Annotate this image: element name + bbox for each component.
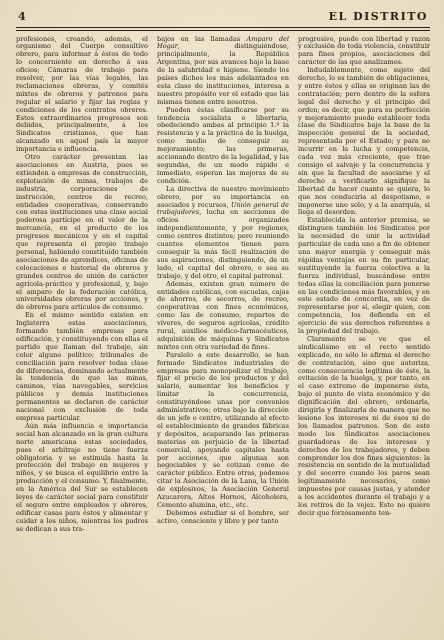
paragraph: Establecida la anterior premisa, se distinguen también los Sindicatos por la necesidad de unir la actividad particular de cada uno a fin de obtener una mayor energía y conseguir más rápidas ventajas en su fin particular, sustituyendo la fuerza colectiva a la fuerza individual, buscándose entre todas ellas la conciliación para ponerse en las condiciones más favorables, y en este estado de concordia, en vez de representarse por sí, elegir quien, con competencia, los defienda en el ejercicio de sus derechos referentes a la propiedad del trabajo. bbox=[298, 216, 430, 336]
text-run: , lucha en secciones de oficios organizados independientemente, y por regiones, como centros distintos; pero reuniendo cuantos elementos tienen para conseguir la más fácil realización de sus aspiraciones, distinguiendo, de un lado, el capital del obrero, o sea su trabajo, y del otro, el capital patronal. bbox=[157, 208, 289, 280]
paragraph: Claramente se ve que el sindicalismo en el recto sentido explicado, no sólo lo afirma el derecho de contratación, sino que autoriza, como consecuencia legítima de éste, la evitación de la huelga, y, por tanto, en el caso extremo de imponerse ésta, bajo el punto de vista económico y de dignificación del obrero, ordenarla, dirigirla y finalizarla de manera que no lesione los intereses ni de ésos ni de los llamados patronos. Son de este modo los Sindicatos asociaciones guardadoras de los intereses y derechos de los trabajadores, y deben comprender los dos fines siguientes: la resistencia en sentido de la mutualidad y del socorro cuando los paros sean legítimamente necesarios, como impuestos por causas justas, y atender a los accidentes durante el trabajo y a los retiros de la vejez. Esto no quiere decir que forzosamente ten- bbox=[298, 334, 430, 517]
text-run: bajos en las llamadas bbox=[157, 35, 241, 43]
italic-term: Unión general de trabajadores bbox=[157, 200, 289, 217]
paragraph: progresivo, puede con libertad y razón y exclusión de toda violencia, constituir para fines propios, asociaciones del carácter de las que analizamos. bbox=[298, 35, 430, 67]
column-left bbox=[16, 36, 148, 640]
paragraph: Pueden éstas clasificarse por su tendencia socialista o libertaria, obedeciendo ambas al principio 1.º la resistencia y a la práctica de la huelga, como medio de conseguir su mejoramiento; las primeras, accionando dentro de la legalidad, y las segundas, de un modo rápido e inmediato, esperan las mejoras de su condición. bbox=[157, 105, 289, 185]
text-run: La directiva de nuestro movimiento obrero, por su importancia en asociados y recursos, bbox=[157, 184, 289, 209]
paragraph: Otro carácter presentan las asociaciones en Austria, pues se extienden a empresas de construcción, explotación de minas, trabajos de industria, corporaciones de instrucción, centros de recreo, entidades cooperativas, conservando con estas instituciones una clase social poderosa partícipe en el valor de la mercancía, en el producto de los progresos mecánicos y en el capital que representa el propio trabajo personal, habiendo constituído también asociaciones de aprendices, oficinas de colocaciones e historial de obreros y grandes centros de unión de carácter agrícola-práctico y profesional, y, bajo el amparo de la federación católica, universidades obreras por acciones, y de obreros para artículos de consumo. bbox=[16, 153, 148, 312]
paragraph: Paralelo a este desarrollo, se han formado Sindicatos industriales de empresas para monopolizar el trabajo, fijar el precio de los productos y del salario, aumentar los beneficios y limitar la concurrencia, constituyéndose unas por convenios administrativos; otras bajo la dirección de un jefe o centro, utilizando al efecto el establecimiento de grandes fábricas y depósitos, acaparando las primeras materias en perjuicio de la libertad comercial, apoyando capitales hasta por acciones, que algunas son negociables y se cotizan como de carácter público. Entre otras, podemos citar la Asociación de la Lana, la Unión de explosivos, la Asociación General Azucarera, Altos Hornos, Alcoholera, Cemento alumina, etc., etc. bbox=[157, 350, 289, 509]
paragraph: profesiones, creando, además, el organismo del Cuerpo consultivo obrero, para informar á éstos de todo lo concerniente en derecho á sus oficios; Cámaras de trabajo para resolver, por las vías legales, las reclamaciones obreras, y comités mixtos de obreros y patronos para regular el salario y fijar las reglas y condiciones de los contratos obreros. Estos extraordinarios progresos son debidos, principalmente, á los Sindicatos cristianos, que han alcanzado en aquel país la mayor importancia e influencia. bbox=[16, 35, 148, 154]
page-header bbox=[16, 10, 430, 26]
paragraph: Aún más influencia e importancia social han alcanzado en la gran cultura norte americana estas sociedades, pues el arbitraje no tiene fuerza obligatoria y se estimula hasta la protección del trabajo en mujeres y niños, y se busca el equilibrio entre la producción y el consumo. Y, finalmente, en la América del Sur se establecen leyes de carácter social para constituir el seguro entre empleados y obreros, edificar casas para éstos y alimentar y cuidar a los niños, mientras los padres se dedican a sus tra- bbox=[16, 421, 148, 533]
text-run: , distinguiéndose, principalmente, la República Argentina, por sus avances bajo la base de la salubridad e higiene. Siendo los países dichos los más adelantados en esta clase de instituciones, interesa a nuestro propósito ver el estado que las mismas tienen entre nosotros. bbox=[157, 42, 289, 106]
header-rule-thin bbox=[16, 30, 430, 31]
paragraph bbox=[157, 186, 289, 281]
column-right bbox=[298, 36, 430, 640]
paragraph: Además, existen gran número de entidades católicas, con escuelas, cajas de ahorros, de socorros, de recreo, cooperativas con fines económicos, como las de consumo, repartos de víveres, de seguros agrícolas, crédito rural, auxilios médico-farmacéuticos, adquisición de máquinas y Sindicatos mixtos con otra variedad de fines. bbox=[157, 279, 289, 351]
paragraph bbox=[157, 36, 289, 107]
journal-title: EL DISTRITO bbox=[328, 10, 428, 23]
text-columns bbox=[16, 36, 430, 640]
italic-term: Amparo del Hogar bbox=[157, 35, 289, 51]
page-number: 4 bbox=[18, 10, 26, 23]
paragraph: Indudablemente, como sujeto del derecho, lo es también de obligaciones, y entre éstos y ellas se originan las de contratación; pero dentro de la esfera legal del derecho y el principio del orden; es decir, que para su perfección y mejoramiento puede establecer toda clase de Sindicatos bajo la base de la inspección general de la sociedad, representada por el Estado; y para no incurrir en la lucha y competencia, cada vez más creciente, que trae consigo el salvaje y la concurrencia y sin que la facultad de asociarse y el derecho a verificarlo signifique la libertad de hacer cuanto se quiera, lo que nos conduciría al despotismo, e imponerse uno solo, y a la anarquía, si llega el desorden. bbox=[298, 66, 430, 217]
paragraph: Debemos estudiar si el hombre, ser activo, consciente y libre y por tanto bbox=[157, 508, 289, 525]
column-middle bbox=[157, 36, 289, 640]
header-rule bbox=[16, 27, 430, 28]
paragraph: En el mismo sentido existen en Inglaterra estas asociaciones, formando también empresas para edificación, y constituyendo con ellas el partido que llaman del trabajo, sin color alguno político; tribunales de conciliación para resolver todas clase de diferencias, dominando actualmente la tendencia de que las minas, caminos, vías navegables, servicios públicos y demás instituciones permanentes se declaren de carácter nacional con exclusión de toda empresa particular. bbox=[16, 311, 148, 422]
